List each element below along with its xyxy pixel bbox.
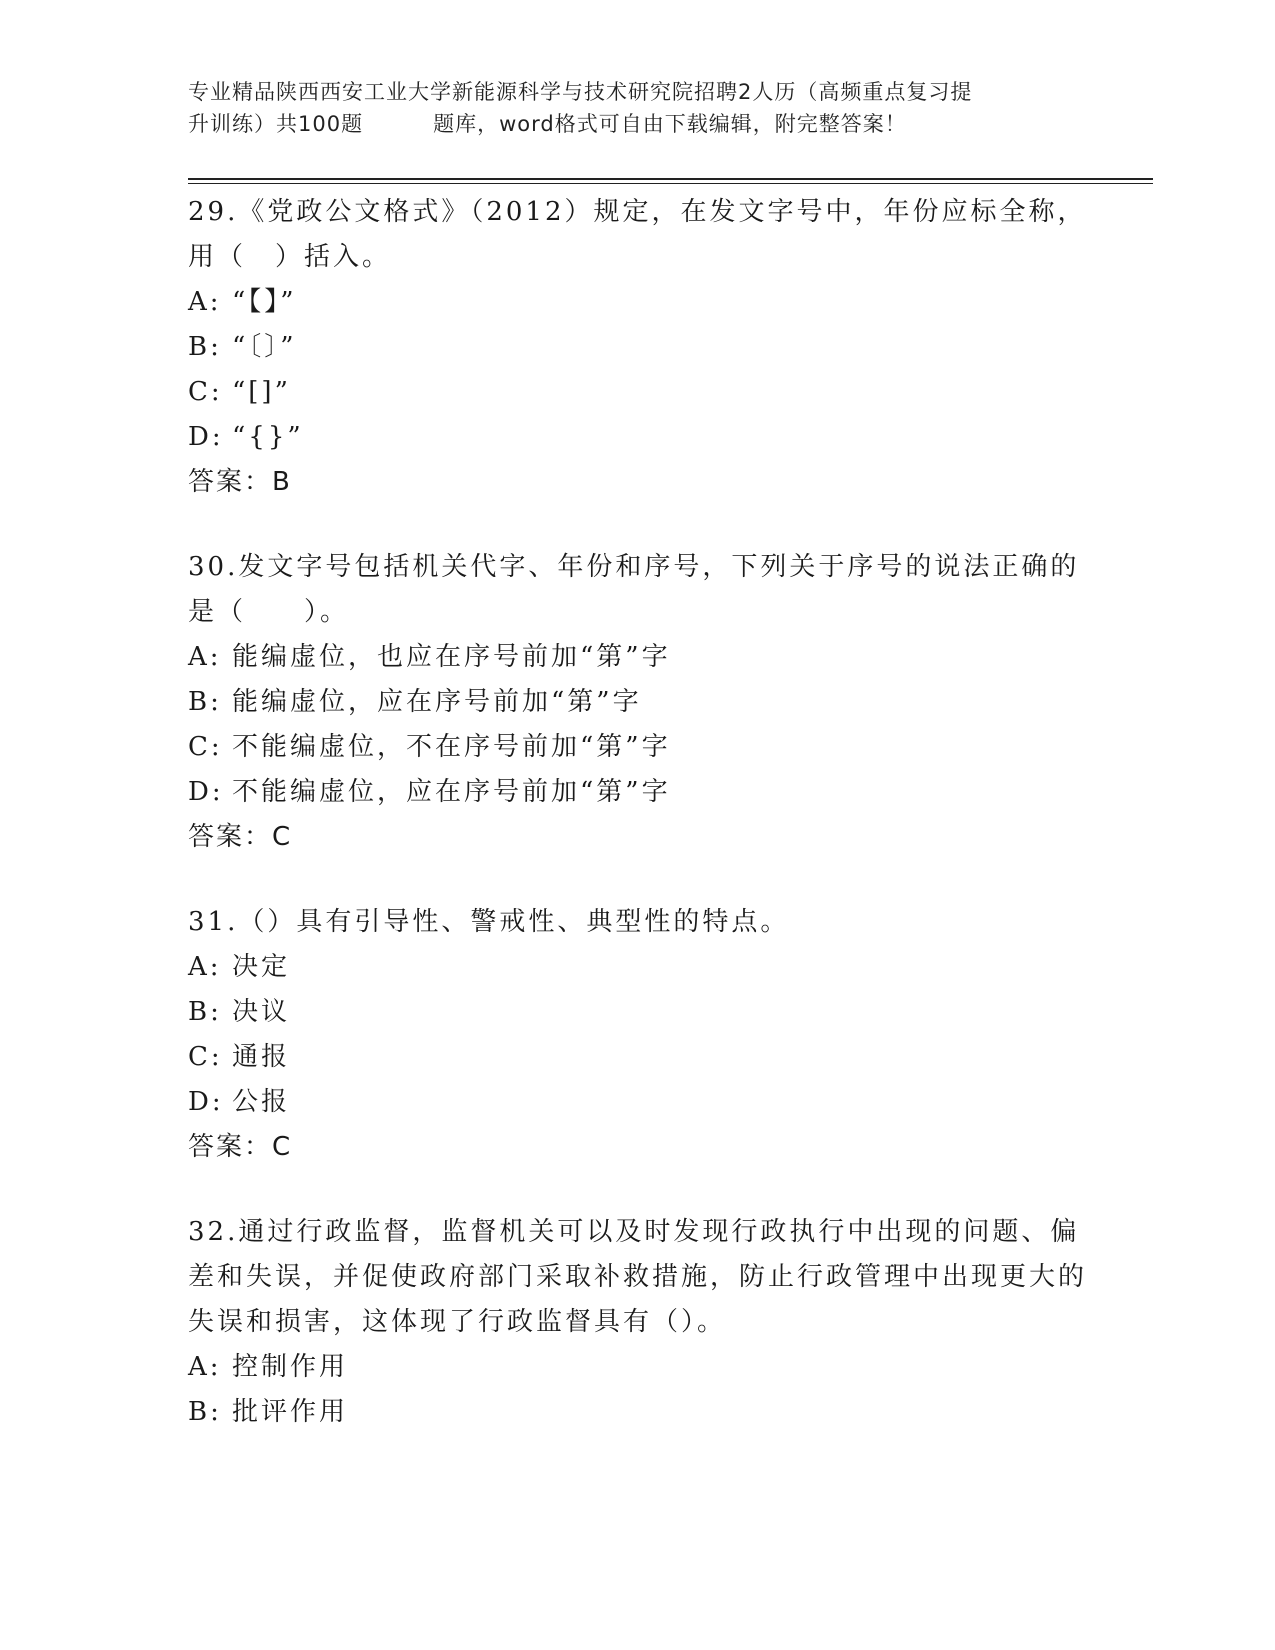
option-text: 不能编虚位，不在序号前加“第”字: [232, 732, 671, 762]
option-letter: A:: [188, 642, 222, 672]
question-text: 30.发文字号包括机关代字、年份和序号，下列关于序号的说法正确的是（ ）。: [188, 552, 1080, 627]
option-text: “〔〕”: [232, 332, 297, 362]
option-a: [188, 635, 1088, 680]
option-text: 控制作用: [232, 1352, 349, 1382]
option-letter: B:: [188, 687, 222, 717]
document-header: [188, 76, 1088, 140]
option-b: [188, 990, 1088, 1035]
question-29: [188, 190, 1088, 505]
option-b: [188, 680, 1088, 725]
header-divider-thick: [188, 178, 1153, 180]
answer: 答案：C: [188, 1132, 293, 1162]
option-letter: C:: [188, 377, 223, 407]
option-text: 批评作用: [232, 1397, 349, 1427]
option-text: “【】”: [232, 287, 297, 317]
option-text: 通报: [232, 1042, 291, 1072]
option-letter: A:: [188, 1352, 222, 1382]
option-b: [188, 325, 1088, 370]
option-c: [188, 725, 1088, 770]
option-c: [188, 1035, 1088, 1080]
header-divider-thin: [188, 183, 1153, 184]
question-text: 32.通过行政监督，监督机关可以及时发现行政执行中出现的问题、偏差和失误，并促使政府部门采取补救措施，防止行政管理中出现更大的失误和损害，这体现了行政监督具有（）。: [188, 1217, 1088, 1337]
option-letter: C:: [188, 1042, 223, 1072]
question-32: [188, 1210, 1088, 1435]
option-d: [188, 770, 1088, 815]
option-c: [188, 370, 1088, 415]
option-letter: A:: [188, 952, 222, 982]
option-a: [188, 945, 1088, 990]
option-text: 决定: [232, 952, 291, 982]
option-letter: A:: [188, 287, 222, 317]
option-letter: C:: [188, 732, 223, 762]
question-30: [188, 545, 1088, 860]
option-text: 不能编虚位，应在序号前加“第”字: [232, 777, 671, 807]
option-a: [188, 280, 1088, 325]
header-title-part-b: 题库，word格式可自由下载编辑，附完整答案！: [433, 112, 907, 136]
option-letter: D:: [188, 1087, 224, 1117]
option-text: 能编虚位，也应在序号前加“第”字: [232, 642, 671, 672]
header-title-line-1: 专业精品陕西西安工业大学新能源科学与技术研究院招聘2人历（高频重点复习提: [188, 80, 973, 104]
option-letter: D:: [188, 422, 224, 452]
question-text: 29.《党政公文格式》（2012）规定，在发文字号中，年份应标全称，用（ ）括入。: [188, 197, 1087, 272]
option-text: 公报: [232, 1087, 291, 1117]
header-title-line-2: [188, 108, 1088, 140]
option-b: [188, 1390, 1088, 1435]
question-list: [188, 190, 1088, 1475]
option-text: 决议: [232, 997, 291, 1027]
answer: 答案：C: [188, 822, 293, 852]
option-text: 能编虚位，应在序号前加“第”字: [232, 687, 642, 717]
option-letter: D:: [188, 777, 224, 807]
option-letter: B:: [188, 332, 222, 362]
option-letter: B:: [188, 997, 222, 1027]
option-text: “{}”: [232, 422, 304, 452]
option-a: [188, 1345, 1088, 1390]
answer: 答案：B: [188, 467, 292, 497]
question-text: 31.（）具有引导性、警戒性、典型性的特点。: [188, 907, 790, 937]
option-letter: B:: [188, 1397, 222, 1427]
option-text: “[]”: [232, 377, 291, 407]
option-d: [188, 1080, 1088, 1125]
header-title-part-a: 升训练）共100题: [188, 112, 364, 136]
option-d: [188, 415, 1088, 460]
question-31: [188, 900, 1088, 1170]
